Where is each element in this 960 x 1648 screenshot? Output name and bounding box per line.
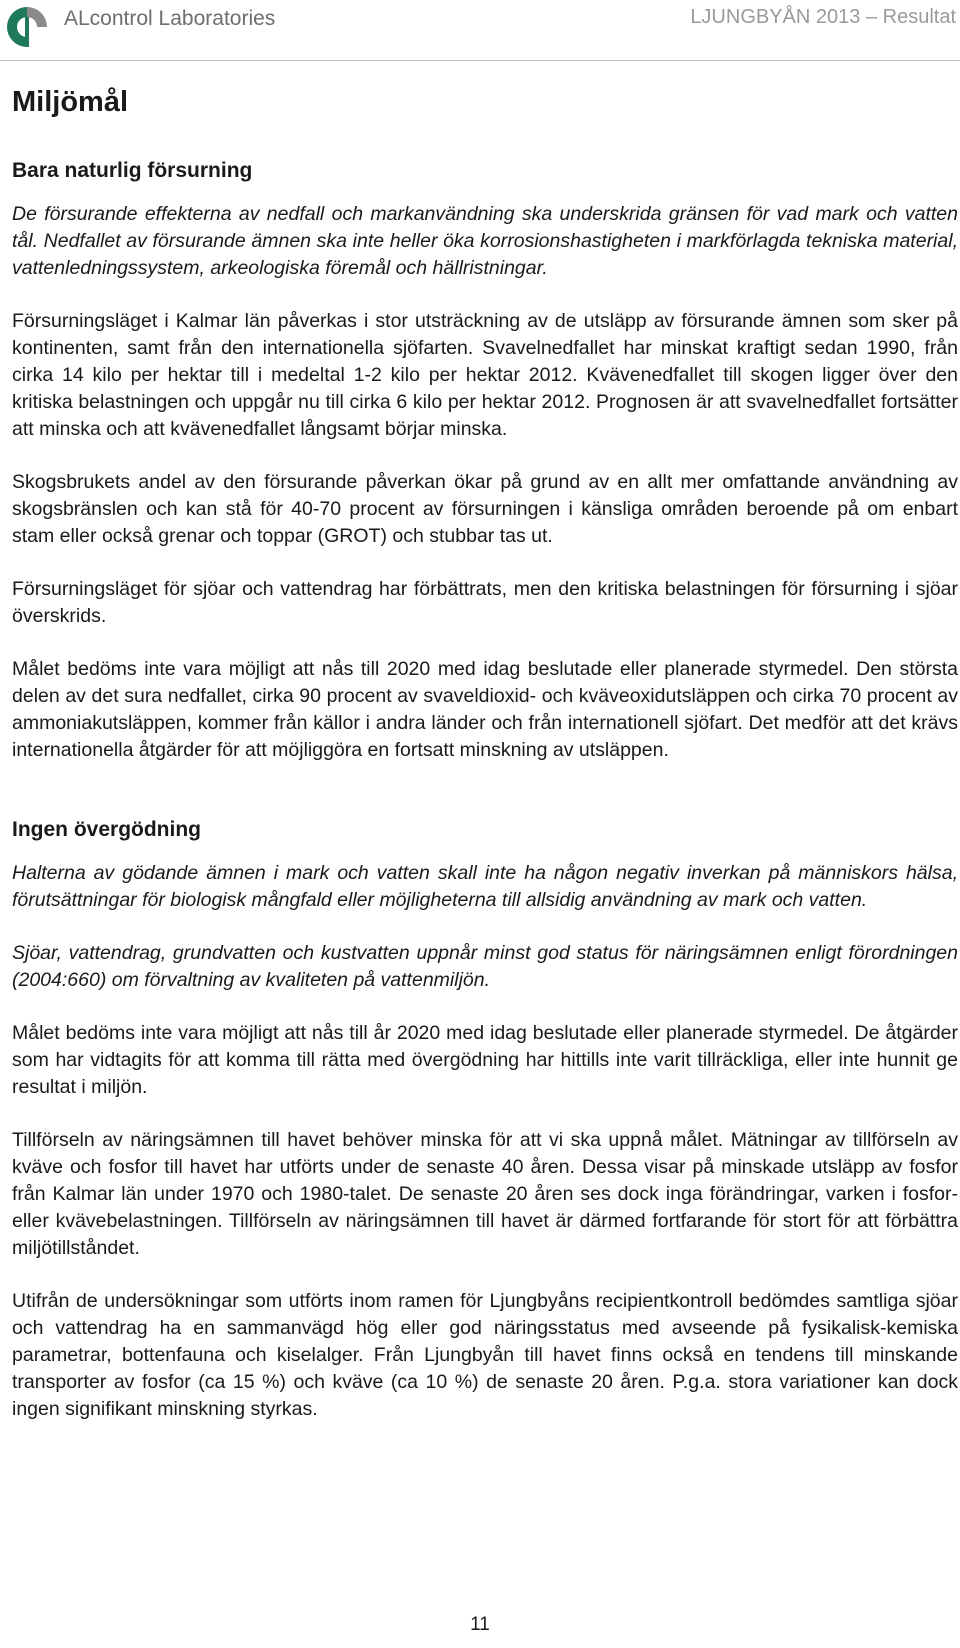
section-divider bbox=[12, 790, 958, 818]
page-title: Miljömål bbox=[12, 86, 129, 118]
body-paragraph: Målet bedöms inte vara möjligt att nås till 2020 med idag beslutade eller planerade styrmedel. Den största delen av det sura nedfallet, cirka 90 procent av svaveldioxid- och kväveoxidutsläppen och cirka 70 procent av ammoniakutsläppen, kommer från källor i andra länder och från internationell sjöfart. Det medför att det krävs internationella åtgärder för att möjliggöra en fortsatt minskning av utsläppen. bbox=[12, 658, 958, 761]
goal-definition: Sjöar, vattendrag, grundvatten och kustvatten uppnår minst god status för näringsämnen enligt förordningen (2004:660) om förvaltning av kvaliteten på vattenmiljön. bbox=[12, 942, 958, 991]
section-heading: Ingen övergödning bbox=[12, 818, 201, 841]
section-eutrophication bbox=[12, 818, 958, 1423]
body-paragraph: Tillförseln av näringsämnen till havet behöver minska för att vi ska uppnå målet. Mätningar av tillförseln av kväve och fosfor till havet har utförts under de senaste 40 åren. Dessa visar på minskade utsläpp av fosfor från Kalmar län under 1970 och 1980-talet. De senaste 20 åren ses dock inga förändringar, varken i fosfor- eller kvävebelastningen. Tillförseln av näringsämnen till havet är därmed fortfarande för stort för att förbättra miljötillståndet. bbox=[12, 1129, 958, 1259]
body-paragraph: Försurningsläget för sjöar och vattendrag har förbättrats, men den kritiska belastningen för försurning i sjöar överskrids. bbox=[12, 578, 958, 627]
body-paragraph: Utifrån de undersökningar som utförts inom ramen för Ljungbyåns recipientkontroll bedömdes samtliga sjöar och vattendrag ha en sammanvägd hög eller god näringsstatus med avseende på fysikalisk-kemiska parametrar, bottenfauna och kiselalger. Från Ljungbyån till havet finns också en tendens till minskande transporter av fosfor (ca 15 %) och kväve (ca 10 %) de senaste 20 åren. P.g.a. stora variationer kan dock ingen signifikant minskning styrkas. bbox=[12, 1290, 958, 1420]
section-heading: Bara naturlig försurning bbox=[12, 159, 253, 182]
goal-definition: De försurande effekterna av nedfall och markanvändning ska underskrida gränsen för vad mark och vatten tål. Nedfallet av försurande ämnen ska inte heller öka korrosionshastigheten i markförlagda tekniska material, vattenledningssystem, arkeologiska föremål och hällristningar. bbox=[12, 203, 958, 279]
page-header bbox=[0, 0, 960, 61]
goal-definition: Halterna av gödande ämnen i mark och vatten skall inte ha någon negativ inverkan på människors hälsa, förutsättningar för biologisk mångfald eller möjligheterna till allsidig användning av mark och vatten. bbox=[12, 862, 958, 911]
section-acidification bbox=[12, 159, 958, 764]
report-title: LJUNGBYÅN 2013 – Resultat bbox=[690, 6, 956, 28]
page-number: 11 bbox=[470, 1614, 490, 1635]
alcontrol-logo-icon bbox=[4, 4, 50, 50]
body-paragraph: Skogsbrukets andel av den försurande påverkan ökar på grund av en allt mer omfattande användning av skogsbränslen och kan stå för 40-70 procent av försurningen i känsliga områden beroende på om enbart stam eller också grenar och toppar (GROT) och stubbar tas ut. bbox=[12, 471, 958, 547]
brand-name: ALcontrol Laboratories bbox=[64, 7, 276, 30]
body-paragraph: Försurningsläget i Kalmar län påverkas i stor utsträckning av de utsläpp av försurande ämnen som sker på kontinenten, samt från den internationella sjöfarten. Svavelnedfallet har minskat kraftigt sedan 1990, från cirka 14 kilo per hektar till i medeltal 1-2 kilo per hektar 2012. Kvävenedfallet till skogen ligger över den kritiska belastningen och uppgår nu till cirka 6 kilo per hektar 2012. Prognosen är att svavelnedfallet fortsätter att minska och att kvävenedfallet långsamt börjar minska. bbox=[12, 310, 958, 440]
page-content bbox=[12, 86, 958, 1449]
body-paragraph: Målet bedöms inte vara möjligt att nås till år 2020 med idag beslutade eller planerade styrmedel. De åtgärder som har vidtagits för att komma till rätta med övergödning har hittills inte varit tillräckliga, eller inte hunnit ge resultat i miljön. bbox=[12, 1022, 958, 1098]
